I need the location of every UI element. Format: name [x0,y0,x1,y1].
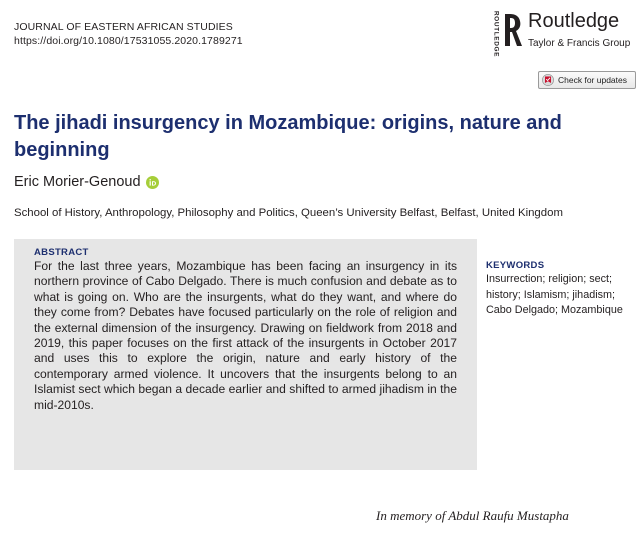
routledge-r-logo-icon [502,12,522,48]
abstract-section [14,239,477,470]
publisher-group: Taylor & Francis Group [528,38,631,49]
article-title: The jihadi insurgency in Mozambique: origins, nature and beginning [14,112,562,161]
dedication: In memory of Abdul Raufu Mustapha [376,508,569,523]
publisher-vertical-label: ROUTLEDGE [492,10,500,58]
keywords-section [486,260,636,319]
author-line [14,174,159,190]
doi-link[interactable]: https://doi.org/10.1080/17531055.2020.1789271 [14,35,243,47]
journal-header [14,20,243,48]
author-name[interactable]: Eric Morier-Genoud [14,174,141,190]
abstract-heading: ABSTRACT [34,247,89,258]
author-affiliation: School of History, Anthropology, Philosophy and Politics, Queen’s University Belfast, Belfast, United Kingdom [14,207,563,219]
keywords-list: Insurrection; religion; sect; history; Islamism; jihadism; Cabo Delgado; Mozambique [486,273,623,317]
check-for-updates-label: Check for updates [558,75,627,85]
crossmark-icon [542,74,554,86]
check-for-updates-button[interactable] [538,71,636,89]
publisher-logo[interactable] [491,8,641,58]
publisher-name: Routledge [528,10,620,32]
keywords-heading: KEYWORDS [486,260,545,271]
abstract-text: For the last three years, Mozambique has been facing an insurgency in its northern province of Cabo Delgado. There is much confusion and debate as to what is going on. Who are the insurgents, what do they want, and where do they come from? Debates have focused particularly on the role of religion and the external dimension of the insurgency. Drawing on fieldwork from 2018 and 2019, this paper focuses on the first attack of the insurgents in October 2017 and uses this to explore the origin, nature and early history of the contemporary armed violence. It uncovers that the insurgents belong to an Islamist sect which began a decade earlier and shifted to armed jihadism in the mid-2010s. [34,259,457,412]
orcid-icon[interactable] [146,176,159,189]
journal-name: JOURNAL OF EASTERN AFRICAN STUDIES [14,21,233,33]
